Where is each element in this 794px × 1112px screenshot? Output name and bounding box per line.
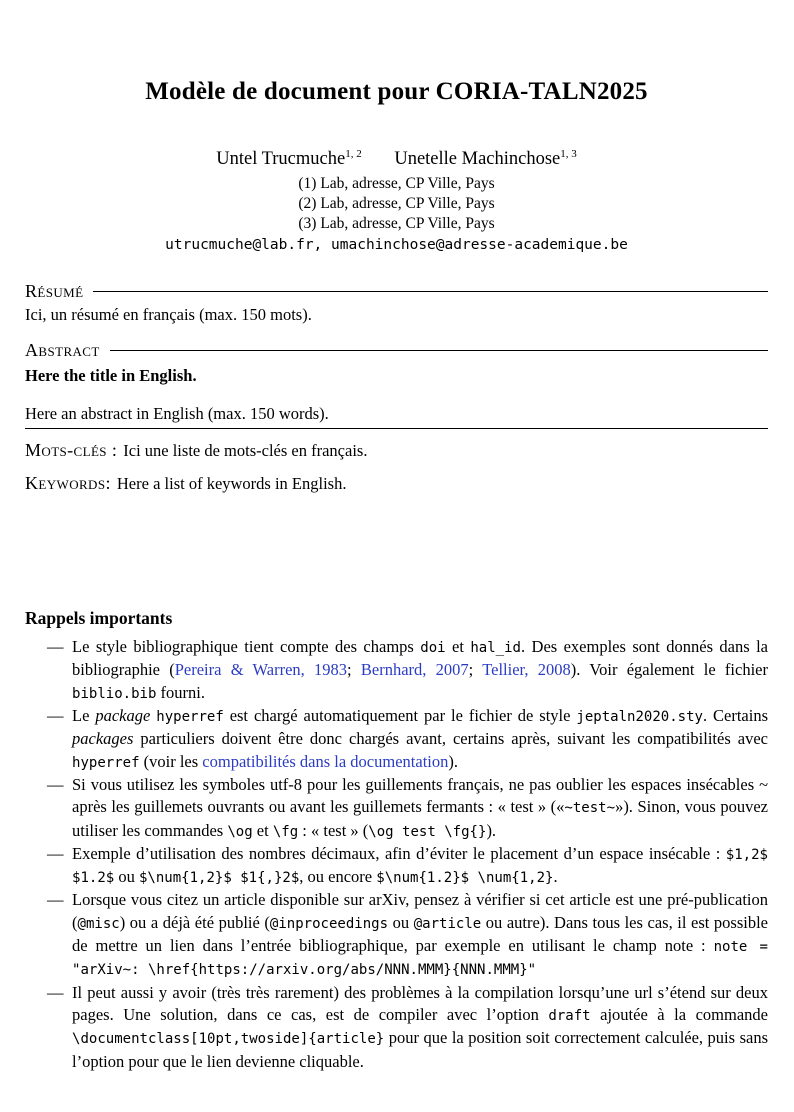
list-item-text (72, 982, 768, 1073)
paper-title: Modèle de document pour CORIA-TALN2025 (145, 78, 648, 105)
mots-cles-line (25, 439, 768, 462)
author-emails: utrucmuche@lab.fr, umachinchose@adresse-academique.be (165, 237, 628, 254)
text-segment: ajoutée à la commande (590, 1004, 768, 1024)
code-text: ~test~ (564, 800, 616, 817)
author-2 (394, 149, 576, 169)
code-text: @article (413, 915, 482, 932)
text-segment: »). Sinon, vous pouvez utiliser les commandes (72, 797, 768, 840)
text-segment: ou autre). Dans tous les cas, il est possible de mettre un lien dans l’entrée bibliographique, par exemple en utilisant le champ note : (72, 912, 768, 956)
text-segment: particuliers doivent être donc chargés avant, certains après, suivant les compatibilités avec (133, 729, 768, 749)
list-bullet-dash: — (47, 706, 64, 726)
keywords-text: Here a list of keywords in English. (116, 474, 347, 494)
text-segment: Lorsque vous citez un article disponible sur arXiv, pensez à vérifier si cet article est une pré-publication ( (72, 890, 768, 932)
text-segment: Si vous utilisez les symboles utf-8 pour les guillements français, ne pas oublier les espaces insécables ~ après les guillemets ouvrants ou avant les guillemets fermants : « test » (« (72, 774, 768, 817)
list-item-text (72, 843, 768, 890)
resume-text: Ici, un résumé en français (max. 150 mots). (25, 305, 312, 325)
code-text: note = "arXiv~: \href{https://arxiv.org/abs/NNN.MMM}{NNN.MMM}" (72, 939, 768, 979)
text-segment: ; (468, 660, 483, 680)
list-bullet-dash: — (47, 843, 64, 863)
text-segment: et (252, 820, 273, 840)
code-text: \documentclass[10pt,twoside]{article} (72, 1031, 385, 1048)
text-segment: ). (486, 820, 497, 840)
mots-cles-text: Ici une liste de mots-clés en français. (123, 441, 368, 461)
text-segment: , ou encore (299, 867, 377, 887)
list-item (25, 982, 768, 1073)
text-segment: Il peut aussi y avoir (très très rarement) des problèmes à la compilation lorsqu’une url s’étend sur deux pages. Une solution, dans ce cas, est de compiler avec l’option (72, 982, 768, 1024)
list-item-text (72, 705, 768, 774)
text-segment: Exemple d’utilisation des nombres décimaux, afin d’éviter le placement d’un espace insécable : (72, 843, 726, 863)
list-bullet-dash: — (47, 890, 64, 910)
code-text: \fg (272, 823, 299, 840)
affiliation-line-3: (3) Lab, adresse, CP Ville, Pays (298, 215, 495, 233)
keywords-line (25, 472, 768, 495)
text-segment: . Des exemples sont donnés dans la bibliographie ( (72, 637, 768, 680)
affiliation-line-1: (1) Lab, adresse, CP Ville, Pays (298, 175, 495, 193)
list-item (25, 636, 768, 705)
author-2-affiliation-marks: 1, 3 (560, 148, 577, 160)
text-segment: et (445, 637, 471, 657)
authors-line (25, 148, 768, 170)
code-text: hyperref (156, 709, 224, 726)
text-segment: ; (347, 660, 361, 680)
english-title: Here the title in English. (25, 366, 197, 386)
text-segment: . Certains (702, 706, 769, 726)
affiliation-line-2: (2) Lab, adresse, CP Ville, Pays (298, 195, 495, 213)
list-bullet-dash: — (47, 982, 64, 1002)
affiliations-block (25, 174, 768, 234)
abstract-bottom-rule (25, 428, 768, 429)
mots-cles-label: Mots-clés : (25, 440, 118, 461)
code-text: biblio.bib (72, 685, 157, 702)
list-item-text (72, 774, 768, 843)
hyperlink[interactable]: Bernhard, 2007 (360, 660, 469, 680)
text-segment: ou (388, 912, 414, 932)
text-segment: pour que la position soit correctement calculée, puis sans l’option pour que le lien devienne cliquable. (72, 1028, 768, 1071)
keywords-label: Keywords: (25, 473, 111, 494)
text-segment: ) ou a déjà été publié ( (119, 912, 270, 932)
text-segment: . (553, 867, 558, 887)
code-text: $\num{1.2}$ \num{1,2} (376, 870, 554, 887)
code-text: @inproceedings (269, 915, 389, 932)
abstract-text: Here an abstract in English (max. 150 words). (25, 404, 329, 424)
text-segment: ou (114, 867, 139, 887)
code-text: hyperref (72, 754, 140, 771)
text-segment: package (95, 706, 151, 726)
text-segment: : « test » ( (298, 820, 369, 840)
abstract-label: Abstract (25, 340, 100, 361)
list-bullet-dash: — (47, 774, 64, 794)
hyperlink[interactable]: Tellier, 2008 (482, 660, 571, 680)
author-1-affiliation-marks: 1, 2 (345, 148, 362, 160)
author-2-name: Unetelle Machinchose (394, 149, 561, 170)
code-text: @misc (77, 915, 120, 932)
text-segment: ). (448, 751, 458, 771)
list-item (25, 843, 768, 890)
section-heading-rappels: Rappels importants (25, 608, 173, 629)
code-text: draft (548, 1007, 591, 1024)
rappels-list (25, 636, 768, 1073)
code-text: $1,2$ $1.2$ (72, 846, 768, 887)
code-text: $\num{1,2}$ $1{,}2$ (138, 870, 300, 887)
hyperlink[interactable]: Pereira & Warren, 1983 (174, 660, 348, 680)
text-segment: (voir les (139, 751, 203, 771)
text-segment: fourni. (156, 682, 205, 702)
author-1 (216, 149, 361, 169)
list-item (25, 889, 768, 981)
list-item (25, 774, 768, 843)
text-segment: ). Voir également le fichier (570, 660, 768, 680)
list-item-text (72, 636, 768, 705)
author-1-name: Untel Trucmuche (216, 149, 346, 170)
abstract-horizontal-rule (110, 350, 768, 351)
resume-section-header (25, 281, 768, 302)
list-item (25, 705, 768, 774)
hyperlink[interactable]: compatibilités dans la documentation (202, 751, 449, 771)
text-segment: packages (72, 729, 134, 749)
code-text: hal_id (470, 640, 521, 657)
code-text: \og test \fg{} (368, 823, 487, 840)
code-text: \og (227, 823, 253, 840)
abstract-section-header (25, 340, 768, 361)
text-segment: Le (72, 706, 96, 726)
code-text: jeptaln2020.sty (576, 709, 703, 726)
code-text: doi (420, 640, 446, 657)
text-segment: Le style bibliographique tient compte des champs (72, 637, 421, 657)
resume-label: Résumé (25, 281, 84, 302)
list-bullet-dash: — (47, 637, 64, 657)
resume-horizontal-rule (93, 291, 768, 292)
text-segment: est chargé automatiquement par le fichier de style (223, 706, 577, 726)
list-item-text (72, 889, 768, 981)
